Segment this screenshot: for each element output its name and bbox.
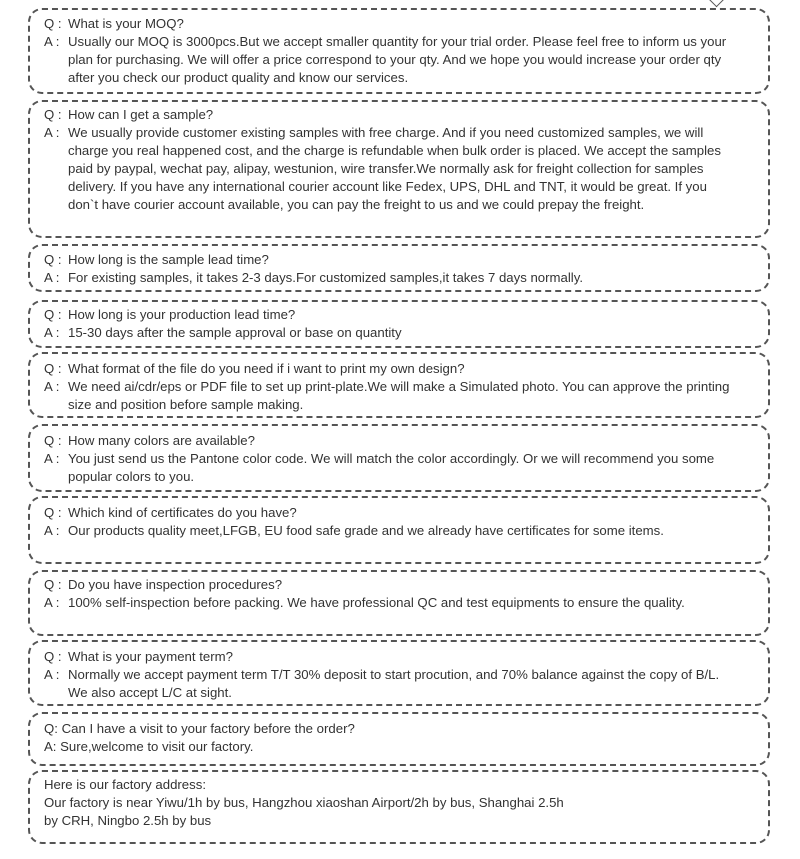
faq-answer: Normally we accept payment term T/T 30% deposit to start procution, and 70% balance against the copy of B/L. We also accept L/C at sight. <box>68 667 720 700</box>
faq-item-sample-lead-time <box>44 251 734 287</box>
a-label: A : <box>44 379 64 394</box>
faq-item-file-format <box>44 360 734 414</box>
a-label: A : <box>44 34 64 49</box>
faq-question: What is your MOQ? <box>68 16 184 31</box>
a-label: A : <box>44 270 64 285</box>
faq-question: What format of the file do you need if i want to print my own design? <box>68 361 465 376</box>
faq-item-payment <box>44 648 734 702</box>
visit-answer: A: Sure,welcome to visit our factory. <box>44 739 254 754</box>
q-label: Q : <box>44 649 66 664</box>
faq-question: How long is the sample lead time? <box>68 252 269 267</box>
q-label: Q : <box>44 433 66 448</box>
faq-answer: We usually provide customer existing samples with free charge. And if you need customized samples, we will charge you real happened cost, and the charge is refundable when bulk order is placed. We accept the samples paid by paypal, wechat pay, alipay, westunion, wire transfer.We normally ask for freight collection for samples delivery. If you have any international courier account like Fedex, UPS, DHL and TNT, it would be great. If you don`t have courier account available, you can pay the freight to us and we could prepay the freight. <box>68 125 721 212</box>
faq-item-visit <box>44 720 724 756</box>
address-heading: Here is our factory address: <box>44 777 206 792</box>
faq-item-certificates <box>44 504 734 540</box>
faq-answer: You just send us the Pantone color code. We will match the color accordingly. Or we will recommend you some popular colors to you. <box>68 451 715 484</box>
q-label: Q : <box>44 107 66 122</box>
faq-question: How many colors are available? <box>68 433 255 448</box>
q-label: Q : <box>44 252 66 267</box>
q-label: Q : <box>44 361 66 376</box>
q-label: Q : <box>44 505 66 520</box>
factory-address <box>44 776 724 830</box>
faq-answer: Our products quality meet,LFGB, EU food safe grade and we already have certificates for some items. <box>68 523 664 538</box>
faq-item-inspection <box>44 576 734 612</box>
faq-answer: 100% self-inspection before packing. We have professional QC and test equipments to ensure the quality. <box>68 595 685 610</box>
faq-item-sample <box>44 106 734 214</box>
a-label: A : <box>44 667 64 682</box>
faq-question: Which kind of certificates do you have? <box>68 505 297 520</box>
faq-answer: For existing samples, it takes 2-3 days.For customized samples,it takes 7 days normally. <box>68 270 583 285</box>
faq-question: What is your payment term? <box>68 649 233 664</box>
address-line-1: Our factory is near Yiwu/1h by bus, Hangzhou xiaoshan Airport/2h by bus, Shanghai 2.5h <box>44 795 564 810</box>
faq-answer: Usually our MOQ is 3000pcs.But we accept smaller quantity for your trial order. Please feel free to inform us your plan for purchasing. We will offer a price correspond to your qty. And we hope you would increase your order qty after you check our product quality and know our services. <box>68 34 727 85</box>
faq-item-production-lead-time <box>44 306 734 342</box>
q-label: Q : <box>44 577 66 592</box>
a-label: A : <box>44 451 64 466</box>
visit-question: Q: Can I have a visit to your factory before the order? <box>44 721 355 736</box>
q-label: Q : <box>44 307 66 322</box>
faq-item-colors <box>44 432 734 486</box>
faq-answer: 15-30 days after the sample approval or base on quantity <box>68 325 402 340</box>
top-corner-mark <box>709 0 725 7</box>
faq-question: How long is your production lead time? <box>68 307 296 322</box>
address-line-2: by CRH, Ningbo 2.5h by bus <box>44 813 212 828</box>
faq-question: How can I get a sample? <box>68 107 214 122</box>
faq-item-moq <box>44 15 734 87</box>
a-label: A : <box>44 125 64 140</box>
faq-answer: We need ai/cdr/eps or PDF file to set up print-plate.We will make a Simulated photo. You can approve the printing size and position before sample making. <box>68 379 730 412</box>
a-label: A : <box>44 595 64 610</box>
a-label: A : <box>44 325 64 340</box>
faq-question: Do you have inspection procedures? <box>68 577 283 592</box>
q-label: Q : <box>44 16 66 31</box>
a-label: A : <box>44 523 64 538</box>
